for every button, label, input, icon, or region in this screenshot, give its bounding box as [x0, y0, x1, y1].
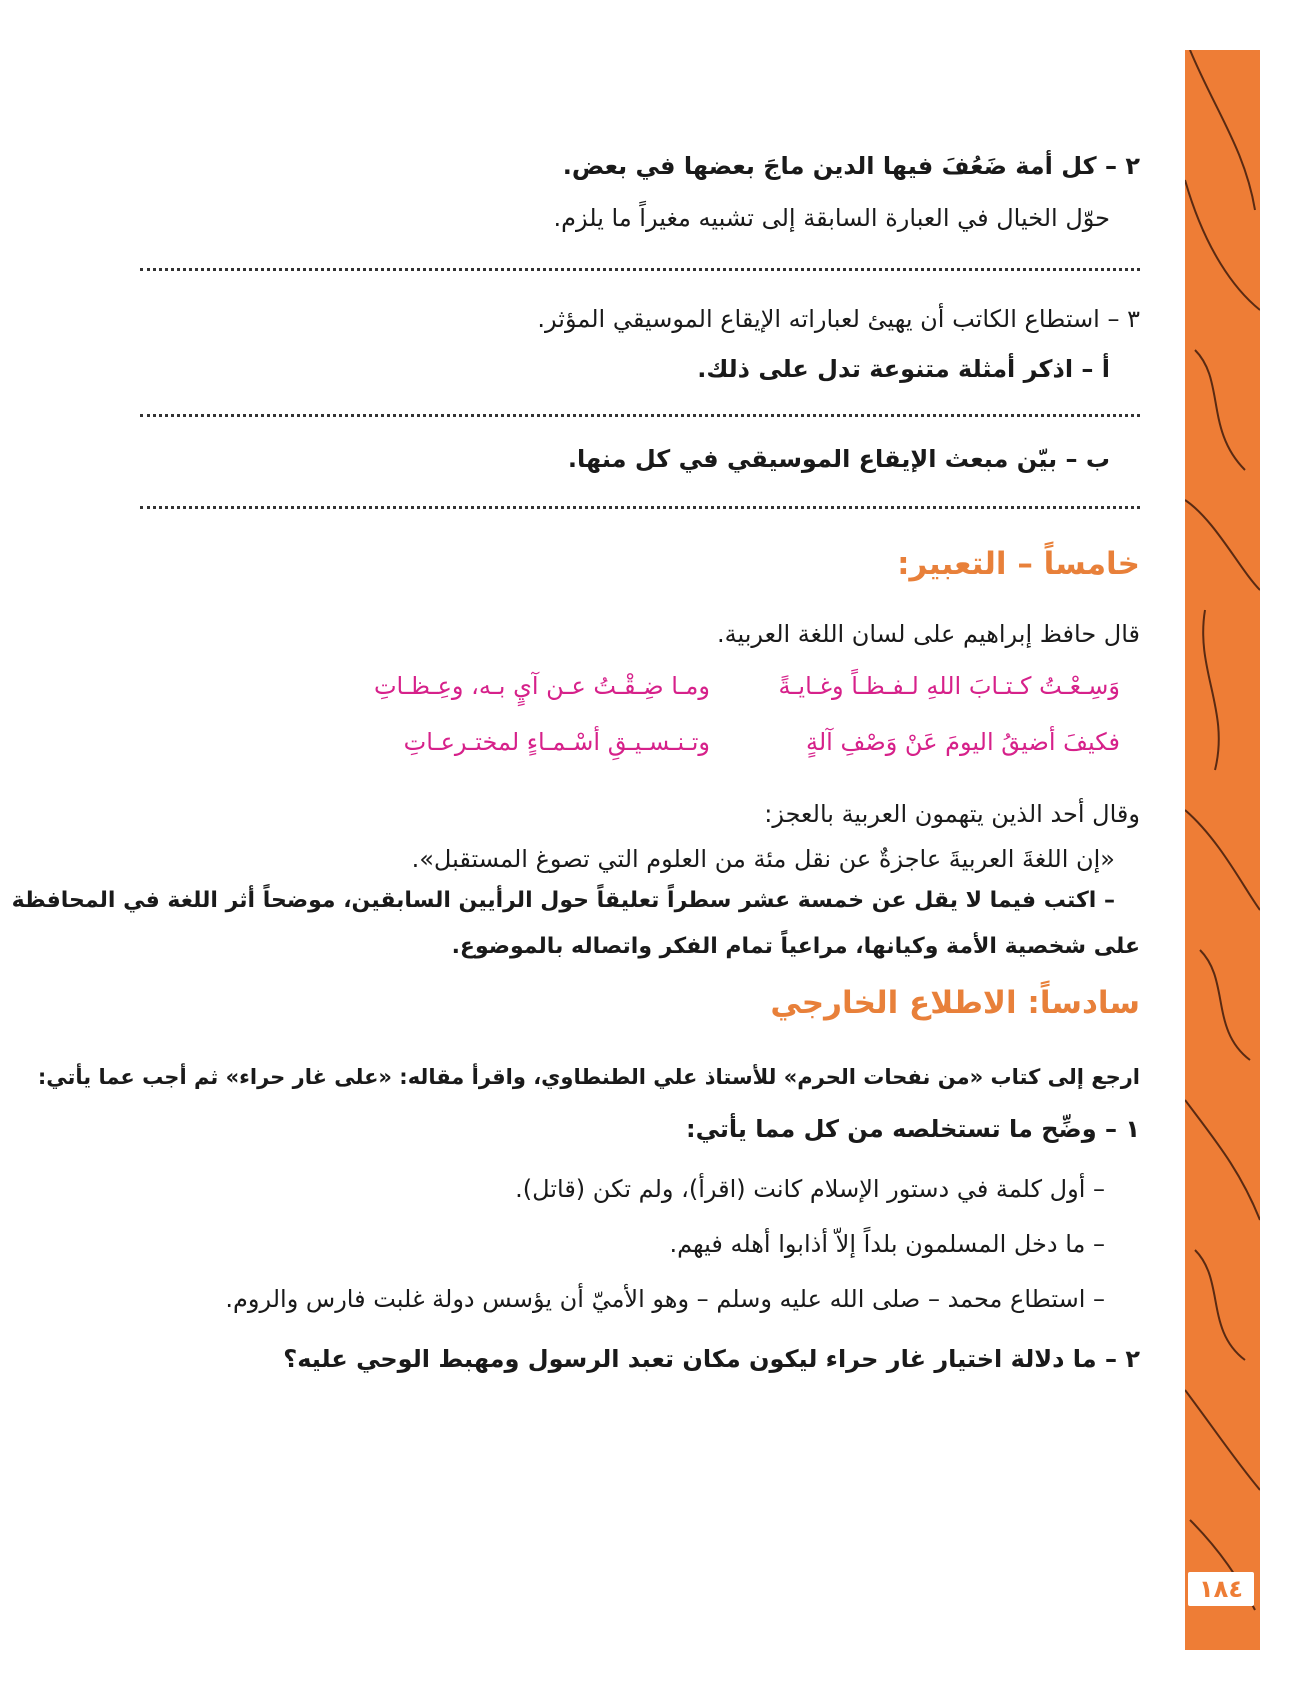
question-3-part-b: ب – بيّن مبعث الإيقاع الموسيقي في كل منها. — [567, 445, 1110, 473]
poem-line-2-second: وتـنـسـيـقِ أسْـمـاءٍ لمختـرعـاتِ — [403, 728, 710, 756]
other-intro: وقال أحد الذين يتهمون العربية بالعجز: — [764, 800, 1140, 828]
task-line-2: على شخصية الأمة وكيانها، مراعياً تمام الفكر واتصاله بالموضوع. — [451, 934, 1140, 959]
question-2-title: ٢ – كل أمة ضَعُفَ فيها الدين ماجَ بعضها في بعض. — [562, 152, 1140, 180]
external-question-2: ٢ – ما دلالة اختيار غار حراء ليكون مكان تعبد الرسول ومهبط الوحي عليه؟ — [283, 1345, 1140, 1373]
hafez-intro: قال حافظ إبراهيم على لسان اللغة العربية. — [716, 620, 1140, 648]
external-intro: ارجع إلى كتاب «من نفحات الحرم» للأستاذ علي الطنطاوي، واقرأ مقاله: «على غار حراء» ثم أجب عما يأتي: — [37, 1065, 1140, 1089]
answer-line[interactable] — [140, 268, 1140, 271]
section-5-heading: خامساً – التعبير: — [897, 546, 1140, 582]
decorative-side-strip — [1185, 50, 1260, 1650]
external-item-2: – ما دخل المسلمون بلداً إلاّ أذابوا أهله فيهم. — [669, 1230, 1105, 1258]
question-2-text: حوّل الخيال في العبارة السابقة إلى تشبيه مغيراً ما يلزم. — [553, 204, 1110, 232]
external-item-3: – استطاع محمد – صلى الله عليه وسلم – وهو الأميّ أن يؤسس دولة غلبت فارس والروم. — [225, 1285, 1105, 1313]
section-6-heading: سادساً: الاطلاع الخارجي — [770, 985, 1140, 1021]
answer-line[interactable] — [140, 414, 1140, 417]
external-item-1: – أول كلمة في دستور الإسلام كانت (اقرأ)، ولم تكن (قاتل). — [515, 1175, 1105, 1203]
external-question-1: ١ – وضِّح ما تستخلصه من كل مما يأتي: — [685, 1115, 1140, 1143]
task-line-1: – اكتب فيما لا يقل عن خمسة عشر سطراً تعليقاً حول الرأيين السابقين، موضحاً أثر اللغة في المحافظة — [11, 888, 1115, 913]
quote: «إن اللغةَ العربيةَ عاجزةٌ عن نقل مئة من العلوم التي تصوغ المستقبل». — [411, 845, 1115, 873]
page-number: ١٨٤ — [1188, 1572, 1254, 1606]
answer-line[interactable] — [140, 506, 1140, 509]
page-content — [11, 0, 1140, 1693]
poem-line-2-first: فكيفَ أضيقُ اليومَ عَنْ وَصْفِ آلةٍ — [806, 728, 1120, 756]
poem-line-1-first: وَسِـعْـتُ كـتـابَ اللهِ لـفـظـاً وغـايـةً — [778, 672, 1120, 700]
question-3-part-a: أ – اذكر أمثلة متنوعة تدل على ذلك. — [697, 355, 1110, 383]
poem-line-1-second: ومـا ضِـقْـتُ عـن آيٍ بـه، وعِـظـاتِ — [373, 672, 710, 700]
question-3-title: ٣ – استطاع الكاتب أن يهيئ لعباراته الإيقاع الموسيقي المؤثر. — [537, 305, 1140, 333]
